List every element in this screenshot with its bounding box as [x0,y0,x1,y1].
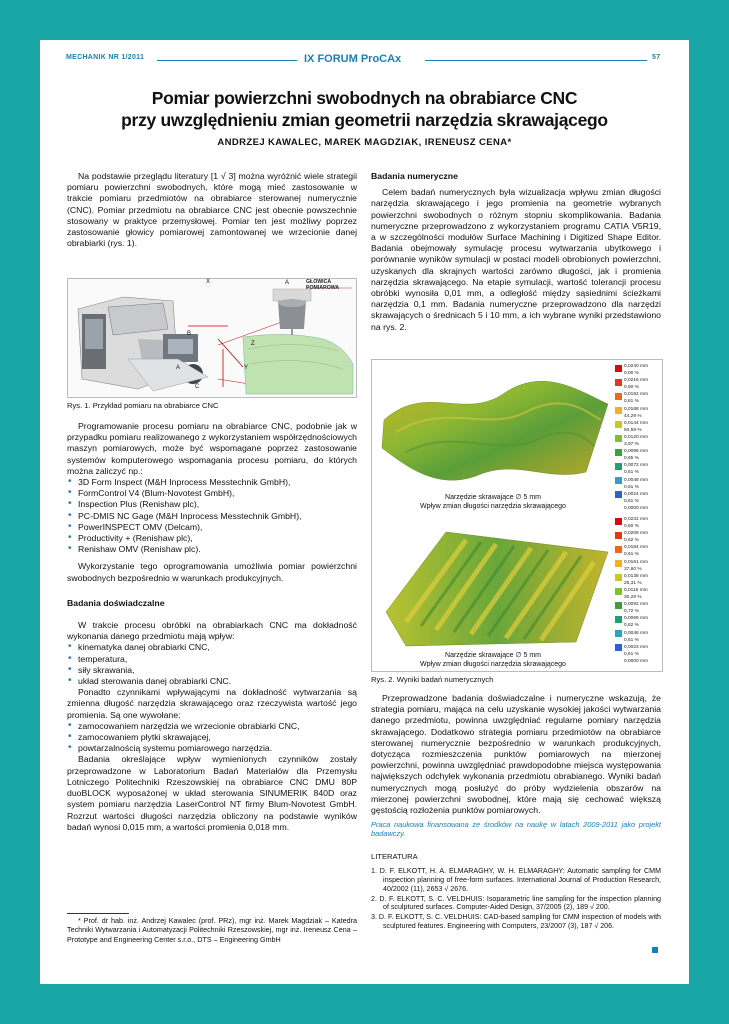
lab-paragraph: Badania określające wpływ wymienionych czynników zostały przeprowadzone w Laboratorium Badań Materiałów dla Przemysłu Lotniczego Politechniki Rzeszowskiej na obrabiarce CNC DMU 80P duoBLOCK wyposażonej w układ sterowania SINUMERIK 840D oraz system pomiaru narzędzia LaserControl NT firmy Blum-Novotest GmbH. Rozrzut wartości długości narzędzia obliczony na podstawie wyników badań wynosi 0,015 mm, a wartości promienia 0,018 mm. [67,754,357,832]
scale-swatch [615,435,622,442]
scale-swatch [615,463,622,470]
color-scale-2 [615,516,660,666]
numerical-paragraph: Celem badań numerycznych była wizualizacja wpływu zmian długości narzędzia skrawającego i jego promienia na geometrie wybranych powierzchni swobodnych o różnym stopniu skomplikowania. Badania numeryczne przeprowadzono z wykorzystaniem programu CATIA V5R19, a w szczególności modułów Surface Machining i Digitized Shape Editor. Badania obejmowały symulację procesu wytwarzania ubytkowego i porównanie wyników symulacji w postaci modeli obrobionych powierzchni, uzyskanych dla skrajnych wartości zarówno długości, jak i promienia narzędzia skrawającego. Na etapie symulacji, wartość tolerancji procesu obróbki wynosiła 0,01 mm, a odległość między sąsiednimi ścieżkami narzędzia 0,1 mm. Badania numeryczne przeprowadzono dla narzędzi skrawających o średnicach 5 i 10 mm, a ich wybrane wyniki przedstawiono na rys. 2. [371,187,661,332]
header-rule-left [157,60,297,61]
intro-paragraph: Na podstawie przeglądu literatury [1 √ 3] można wyróżnić wiele strategii pomiaru powierzchni swobodnych, które mogą mieć zastosowanie w trakcie pomiaru przedmiotów na obrabiarce sterowanej numerycznie (CNC). Pomiar przedmiotu na obrabiarce CNC jest obecnie powszechnie stosowany w praktyce przemysłowej. Pomiar ten jest możliwy poprzez zastosowanie głowicy pomiarowej zamontowanej we wrzecionie danej obrabiarki (rys. 1). [67,171,357,249]
footnote-rule [67,913,129,914]
factor-item: • temperatura, [67,654,357,665]
software-item: • 3D Form Inspect (M&H Inprocess Messtechnik GmbH), [67,477,357,488]
section-heading-numerical: Badania numeryczne [371,171,458,181]
scale-swatch [615,477,622,484]
funding-note: Praca naukowa finansowana ze środków na naukę w latach 2009-2011 jako projekt badawczy. [371,820,661,839]
axis-label-c: C [195,384,200,390]
scale-swatch [615,602,622,609]
scale-swatch [615,644,622,651]
scale-swatch [615,560,622,567]
color-scale-1 [615,363,660,513]
scale-swatch [615,365,622,372]
tool-length-paragraph: Ponadto czynnikami wpływającymi na dokładność wytwarzania są zmienna długość narzędzia skrawającego oraz rzeczywista wartość jego promienia. Są one wywołane: [67,687,357,720]
software-item: • Inspection Plus (Renishaw plc), [67,499,357,510]
scale-swatch [615,393,622,400]
scale-swatch [615,532,622,539]
author-footnote: * Prof. dr hab. inż. Andrzej Kawalec (prof. PRz), mgr inż. Marek Magdziak – Katedra Techniki Wytwarzania i Automatyzacji Politechniki Rzeszowskiej, mgr inż. Ireneusz Cena – Prototype and Engineering Center s.r.o., DTS – Engineering GmbH [67,916,357,944]
factors-list [67,642,357,687]
cam-paragraph: Programowanie procesu pomiaru na obrabiarce CNC, podobnie jak w przypadku pomiaru realizowanego z wykorzystaniem współrzędnościowych maszyn pomiarowych, może być wspomagane poprzez zastosowanie systemów komputerowego wspomagania procesu pomiaru, do których można zaliczyć np.: [67,421,357,476]
forum-title: IX FORUM ProCAx [304,53,402,65]
references-heading: LITERATURA [371,851,418,861]
software-list [67,477,357,555]
figure-1 [67,278,357,398]
software-usage-paragraph: Wykorzystanie tego oprogramowania umożliwia pomiar powierzchni swobodnych bezpośrednio w warunkach produkcyjnych. [67,561,357,583]
axis-label-z: Z [251,341,255,347]
end-of-article-mark [652,947,658,953]
scale-swatch [615,588,622,595]
surface-deviation-map-2 [376,522,614,650]
cause-item: • powtarzalnością systemu pomiarowego narzędzia. [67,743,357,754]
article-title-line2: przy uwzględnieniu zmian geometrii narzędzia skrawającego [121,110,608,130]
scale-swatch [615,546,622,553]
reference-item: 3. D. F. ELKOTT, S. C. VELDHUIS: CAD-based sampling for CMM inspection of models with sculptured features. Engineering with Computers, 23/2007 (3), 187 √ 206. [371,913,661,931]
right-column-top [371,171,661,333]
software-item: • PC-DMIS NC Gage (M&H Inprocess Messtechnik GmbH), [67,511,357,522]
software-item: • Productivity + (Renishaw plc), [67,533,357,544]
figure-2a-subcaption: Narzędzie skrawające ∅ 5 mm Wpływ zmian długości narzędzia skrawającego [420,494,566,510]
figure-2 [371,359,663,672]
scale-swatch [615,421,622,428]
figure-1-caption: Rys. 1. Przykład pomiaru na obrabiarce CNC [67,401,219,410]
scale-swatch [615,574,622,581]
scale-1-labels: 0,0240 mm 0,00 % 0,0216 mm 0,60 % 0,0192 mm 0,61 % 0,0168 mm 44,29 % 0,0144 mm 50,59 % 0,0120 mm 3,97 % 0,0096 mm 0,65 % 0,0072 mm 0,61 % 0,0048 mm 0,61 % 0,0024 mm 0,61 % 0,0000 mm [624,364,648,511]
header-rule-right [425,60,647,61]
reference-item: 2. D. F. ELKOTT, S. C. VELDHUIS: Isoparametric line sampling for the inspection planning of sculptured surfaces. Computer-Aided Design, 37/2005 (2), 189 √ 200. [371,894,661,912]
software-item: • Renishaw OMV (Renishaw plc). [67,544,357,555]
scale-swatch [615,630,622,637]
figure-2b-subcaption: Narzędzie skrawające ∅ 5 mm Wpływ zmian długości narzędzia skrawającego [420,652,566,668]
factor-item: • układ sterowania danej obrabiarki CNC. [67,676,357,687]
scale-swatch [615,407,622,414]
figure-2-caption: Rys. 2. Wyniki badań numerycznych [371,675,494,684]
right-column-bottom [371,693,661,932]
axis-label-y: Y [244,365,249,371]
factors-paragraph: W trakcie procesu obróbki na obrabiarkach CNC ma dokładność wykonania danego przedmiotu mają wpływ: [67,620,357,642]
journal-issue: MECHANIK NR 1/2011 [66,54,145,61]
article-title-line1: Pomiar powierzchni swobodnych na obrabiarce CNC [151,88,578,108]
axis-label-b: B [187,331,192,337]
axis-label-x: X [206,279,211,285]
factor-item: • siły skrawania, [67,665,357,676]
section-heading-experimental: Badania doświadczalne [67,597,165,608]
causes-list [67,721,357,755]
authors: ANDRZEJ KAWALEC, MAREK MAGDZIAK, IRENEUSZ CENA* [217,137,512,148]
scale-2-labels: 0,0231 mm 0,60 % 0,0208 mm 0,62 % 0,0184 mm 0,61 % 0,0161 mm 37,60 % 0,0138 mm 25,31 % 0,0115 mm 30,29 % 0,0092 mm 0,72 % 0,0069 mm 0,62 % 0,0046 mm 0,61 % 0,0023 mm 0,61 % 0,0000 mm [624,517,648,664]
reference-item: 1. D. F. ELKOTT, H. A. ELMARAGHY, W. H. ELMARAGHY: Automatic sampling for CMM inspection planning of free-form surfaces. International Journal of Production Research, 40/2002 (11), 2653 √ 2676. [371,866,661,893]
scale-swatch [615,491,622,498]
conclusions-paragraph: Przeprowadzone badania doświadczalne i numeryczne wskazują, że strategia pomiaru, mająca na celu uzyskanie wysokiej jakości wytwarzania danego przedmiotu, powinna uwzględniać regularne pomiary narzędzia skrawającego. Dodatkowo strategia pomiaru przedmiotów na obrabiarce sterowanej numerycznie bezpośrednio w warunkach produkcyjnych, dotycząca rozmieszczenia punktów pomiarowych na mierzonej powierzchni, powinna uwzględniać prawdopodobne miejsca występowania największych odchyłek wykonania przedmiotu obrabianego. Wyniki badań numerycznych mogą posłużyć do próby wydzielenia obszarów na mierzonej powierzchni swobodnej, które mają się cechować większą gęstością rozłożenia punktów pomiarowych. [371,693,661,816]
cause-item: • zamocowaniem płytki skrawającej, [67,732,357,743]
software-item: • PowerINSPECT OMV (Delcam), [67,522,357,533]
scale-swatch [615,449,622,456]
detail-label-a: A [285,280,290,286]
factor-item: • kinematyka danej obrabiarki CNC, [67,642,357,653]
axis-label-a: A [176,365,181,371]
journal-page [40,40,689,984]
scale-swatch [615,379,622,386]
surface-deviation-map-1 [376,362,614,492]
scale-swatch [615,616,622,623]
cause-item: • zamocowaniem narzędzia we wrzecionie obrabiarki CNC, [67,721,357,732]
software-item: • FormControl V4 (Blum-Novotest GmbH), [67,488,357,499]
reference-list [371,867,661,931]
left-column-top [67,171,357,249]
page-number: 57 [652,54,661,61]
left-column-middle [67,421,357,833]
scale-swatch [615,518,622,525]
probe-head-label: GŁOWICA POMIAROWA [306,279,340,291]
cnc-machine-illustration [68,279,356,397]
